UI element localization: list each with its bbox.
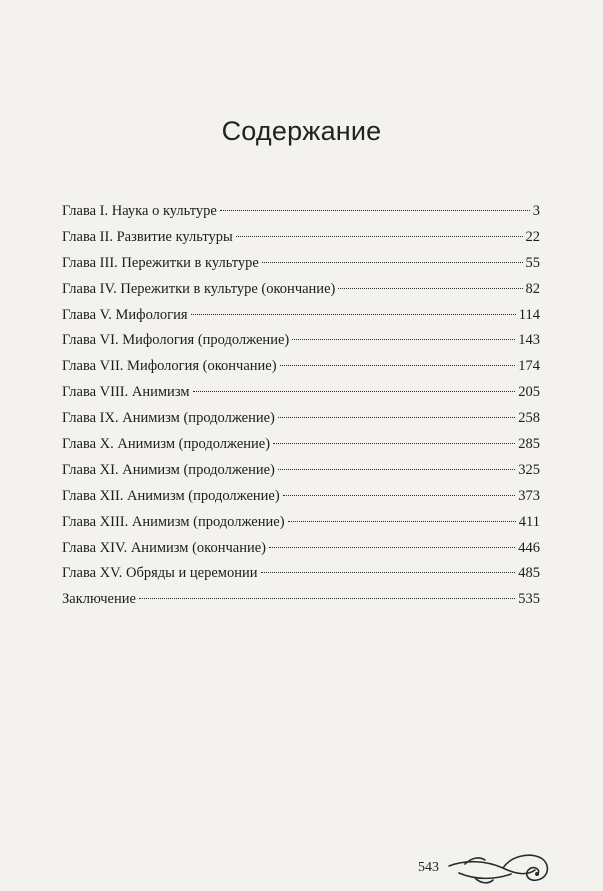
page-number: 543 bbox=[418, 860, 439, 875]
toc-dot-leader bbox=[278, 469, 515, 470]
toc-entry bbox=[62, 225, 540, 251]
toc-entry-page: 325 bbox=[518, 461, 540, 478]
toc-entry-label: Глава VII. Мифология (окончание) bbox=[62, 358, 277, 375]
toc-entry-page: 205 bbox=[518, 384, 540, 401]
toc-entry bbox=[62, 199, 540, 225]
toc-entry-page: 114 bbox=[518, 306, 540, 323]
toc-entry-page: 285 bbox=[518, 436, 540, 453]
toc-entry-label: Глава XV. Обряды и церемонии bbox=[62, 565, 258, 582]
toc-dot-leader bbox=[193, 391, 516, 392]
toc-entry-label: Глава III. Пережитки в культуре bbox=[62, 254, 259, 271]
toc-dot-leader bbox=[220, 210, 530, 211]
toc-entry-page: 535 bbox=[518, 591, 540, 608]
toc-entry bbox=[62, 484, 540, 510]
toc-entry-page: 446 bbox=[518, 539, 540, 556]
toc-entry bbox=[62, 251, 540, 277]
toc-entry-label: Глава XII. Анимизм (продолжение) bbox=[62, 487, 280, 504]
toc-entry-label: Глава X. Анимизм (продолжение) bbox=[62, 436, 271, 453]
toc-entry bbox=[62, 406, 540, 432]
table-of-contents bbox=[62, 199, 540, 613]
toc-dot-leader bbox=[262, 262, 523, 263]
toc-entry bbox=[62, 510, 540, 536]
page-title: Содержание bbox=[221, 116, 382, 146]
toc-entry-page: 411 bbox=[518, 513, 540, 530]
toc-entry-label: Глава I. Наука о культуре bbox=[62, 203, 217, 219]
toc-entry bbox=[62, 303, 540, 329]
toc-dot-leader bbox=[338, 288, 522, 289]
toc-entry bbox=[62, 354, 540, 380]
toc-entry bbox=[62, 536, 540, 562]
toc-entry-page: 82 bbox=[525, 280, 540, 297]
toc-dot-leader bbox=[278, 417, 515, 418]
toc-entry-label: Глава IX. Анимизм (продолжение) bbox=[62, 410, 275, 427]
toc-dot-leader bbox=[139, 598, 515, 599]
toc-entry-page: 373 bbox=[518, 487, 540, 504]
toc-entry-page: 174 bbox=[518, 358, 540, 375]
toc-entry-page: 258 bbox=[518, 410, 540, 427]
toc-entry-page: 55 bbox=[525, 254, 540, 271]
toc-entry-label: Заключение bbox=[62, 591, 136, 608]
toc-entry bbox=[62, 277, 540, 303]
toc-entry-page: 143 bbox=[518, 332, 540, 349]
toc-entry bbox=[62, 458, 540, 484]
toc-dot-leader bbox=[191, 314, 516, 315]
toc-entry-page: 22 bbox=[525, 228, 540, 245]
toc-entry-label: Глава XIII. Анимизм (продолжение) bbox=[62, 513, 285, 530]
toc-dot-leader bbox=[288, 521, 516, 522]
toc-dot-leader bbox=[273, 443, 515, 444]
toc-dot-leader bbox=[292, 339, 515, 340]
toc-entry-label: Глава II. Развитие культуры bbox=[62, 228, 233, 245]
toc-entry-label: Глава VI. Мифология (продолжение) bbox=[62, 332, 290, 349]
toc-entry-page: 3 bbox=[532, 203, 540, 219]
flourish-ornament-icon bbox=[445, 846, 555, 890]
toc-dot-leader bbox=[261, 572, 516, 573]
toc-entry bbox=[62, 328, 540, 354]
toc-entry-label: Глава IV. Пережитки в культуре (окончание) bbox=[62, 280, 336, 297]
toc-entry-label: Глава XI. Анимизм (продолжение) bbox=[62, 461, 275, 478]
toc-entry bbox=[62, 432, 540, 458]
page-footer bbox=[418, 846, 555, 890]
toc-entry bbox=[62, 587, 540, 613]
toc-entry-page: 485 bbox=[518, 565, 540, 582]
toc-entry bbox=[62, 561, 540, 587]
toc-entry-label: Глава XIV. Анимизм (окончание) bbox=[62, 539, 266, 556]
toc-entry-label: Глава V. Мифология bbox=[62, 306, 188, 323]
toc-dot-leader bbox=[283, 495, 516, 496]
toc-dot-leader bbox=[236, 236, 523, 237]
toc-entry-label: Глава VIII. Анимизм bbox=[62, 384, 190, 401]
toc-entry bbox=[62, 380, 540, 406]
toc-dot-leader bbox=[280, 365, 516, 366]
toc-dot-leader bbox=[269, 547, 515, 548]
